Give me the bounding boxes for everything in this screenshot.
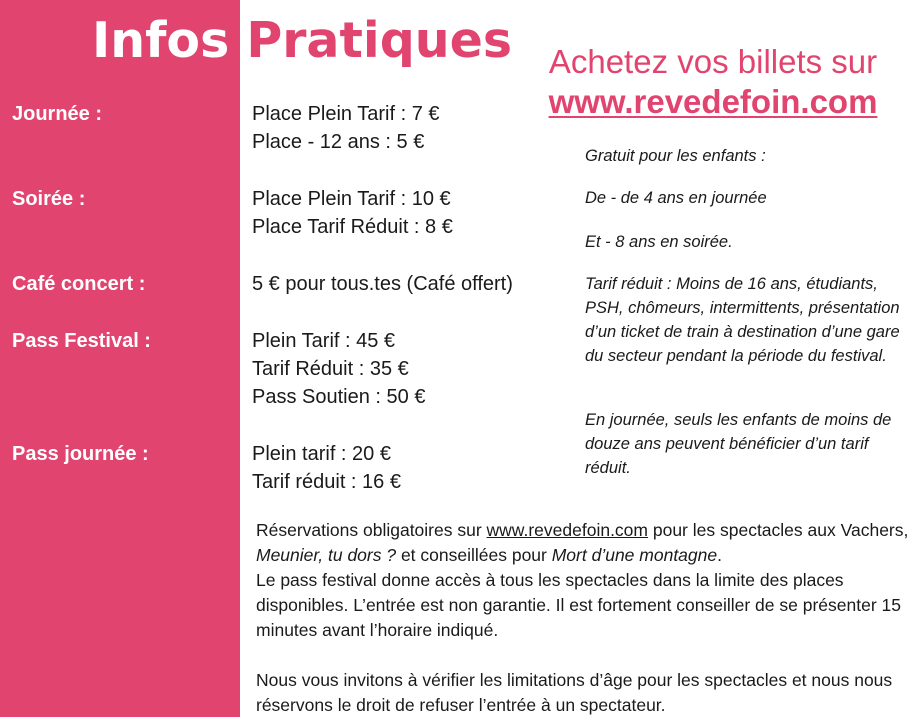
title-word-infos: Infos xyxy=(92,12,230,69)
note-journee xyxy=(585,186,915,210)
title-word-pratiques: Pratiques xyxy=(246,12,513,69)
price-line: Tarif réduit : 16 € xyxy=(252,471,401,493)
prices-cafe-concert xyxy=(252,270,513,298)
prices-pass-journee xyxy=(252,440,401,496)
note-tarif-reduit xyxy=(585,272,915,368)
info-paragraph-pass: Le pass festival donne accès à tous les spectacles dans la limite des places disponibles. L’entrée est non garantie. Il est fortement conseiller de se présenter 15 minutes avant l’horaire indiqué. xyxy=(256,570,901,640)
label-pass-journee: Pass journée : xyxy=(12,443,149,465)
info-text: Réservations obligatoires sur xyxy=(256,520,487,540)
show-title-mort: Mort d’une montagne xyxy=(551,545,718,565)
reservation-info xyxy=(256,518,916,718)
ticket-cta xyxy=(528,42,898,122)
reservation-link[interactable]: www.revedefoin.com xyxy=(486,520,648,540)
price-line: Pass Soutien : 50 € xyxy=(252,386,426,408)
note-text: En journée, seuls les enfants de moins de douze ans peuvent bénéficier d’un tarif réduit. xyxy=(585,411,892,477)
show-title-meunier: Meunier, tu dors ? xyxy=(256,545,397,565)
prices-journee xyxy=(252,100,440,156)
info-text: . xyxy=(717,545,722,565)
note-text: De - de 4 ans en journée xyxy=(585,189,767,207)
info-text: et conseillées pour xyxy=(396,545,552,565)
note-gratuit xyxy=(585,144,915,168)
price-line: Tarif Réduit : 35 € xyxy=(252,358,409,380)
price-line: Place Plein Tarif : 10 € xyxy=(252,188,451,210)
prices-soiree xyxy=(252,185,453,241)
note-text: Et - 8 ans en soirée. xyxy=(585,233,733,251)
note-text: Gratuit pour les enfants : xyxy=(585,147,766,165)
info-text: pour les spectacles aux Vachers, xyxy=(648,520,909,540)
label-pass-festival: Pass Festival : xyxy=(12,330,151,352)
price-line: Plein tarif : 20 € xyxy=(252,443,391,465)
price-line: Plein Tarif : 45 € xyxy=(252,330,396,352)
label-cafe-concert: Café concert : xyxy=(12,273,146,295)
price-line: Place Tarif Réduit : 8 € xyxy=(252,216,453,238)
price-line: Place Plein Tarif : 7 € xyxy=(252,103,440,125)
price-line: 5 € pour tous.tes (Café offert) xyxy=(252,273,513,295)
info-paragraph-reservations xyxy=(256,518,916,568)
label-journee: Journée : xyxy=(12,103,103,125)
price-line: Place - 12 ans : 5 € xyxy=(252,131,425,153)
info-paragraph-age: Nous vous invitons à vérifier les limitations d’âge pour les spectacles et nous nous réservons le droit de refuser l’entrée à un spectateur. xyxy=(256,670,893,715)
note-enfants-journee xyxy=(585,408,915,480)
prices-pass-festival xyxy=(252,327,425,411)
page-title xyxy=(92,6,512,76)
ticket-link[interactable]: www.revedefoin.com xyxy=(548,83,878,120)
cta-text: Achetez vos billets sur xyxy=(548,43,878,80)
note-text: Tarif réduit : Moins de 16 ans, étudiants, PSH, chômeurs, intermittents, présentation d’un ticket de train à destination d’une gare du secteur pendant la période du festival. xyxy=(585,275,900,365)
note-soiree xyxy=(585,230,915,254)
label-soiree: Soirée : xyxy=(12,188,86,210)
